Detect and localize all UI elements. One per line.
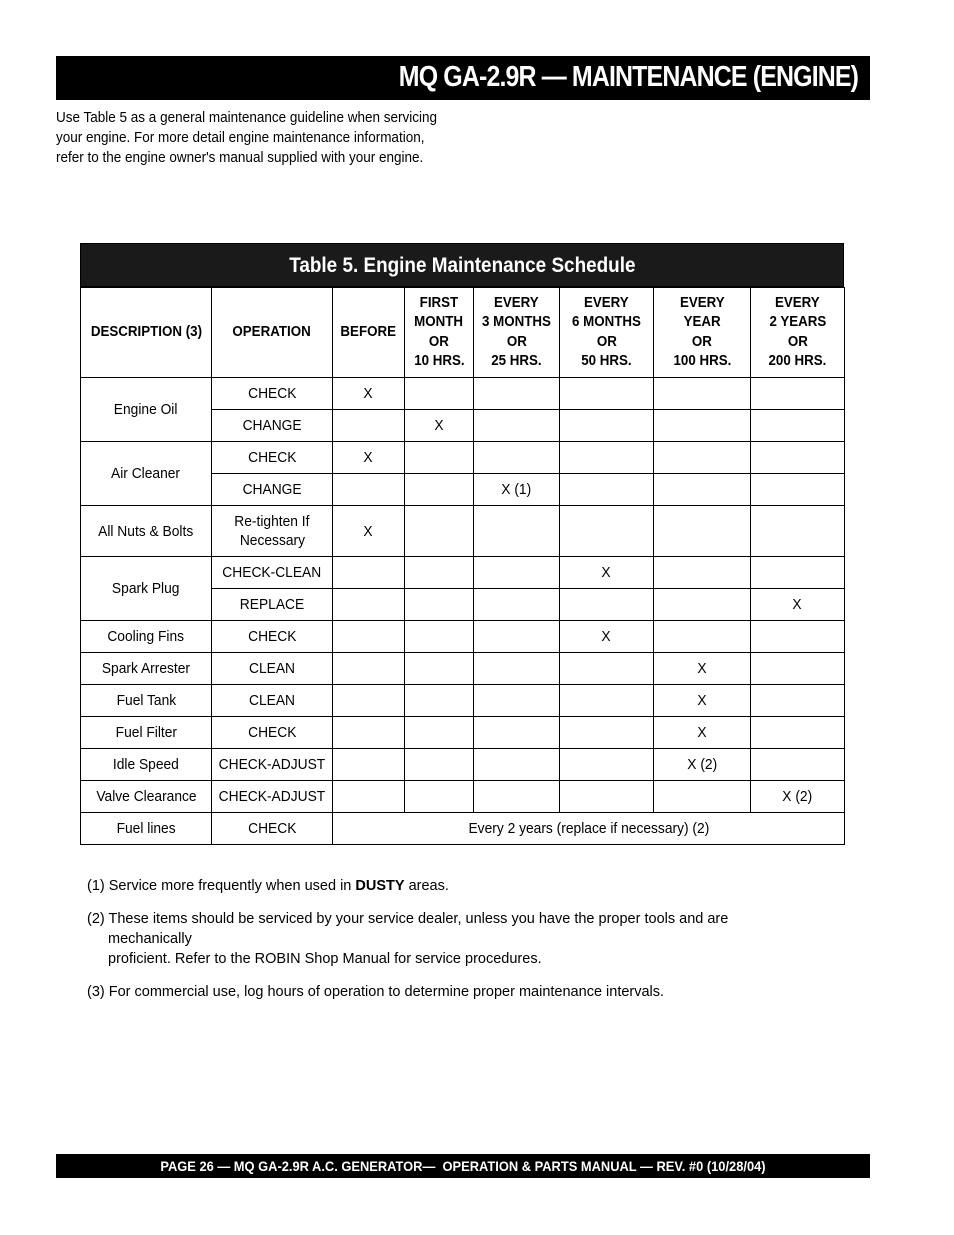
- schedule-mark-cell: [654, 378, 751, 410]
- schedule-mark-cell: [333, 474, 405, 506]
- cell-text: 3 MONTHS: [482, 314, 551, 330]
- cell-text: REPLACE: [239, 596, 305, 613]
- schedule-mark-cell: [474, 410, 560, 442]
- cell-text: CHECK: [247, 820, 297, 837]
- schedule-mark-cell: [654, 685, 751, 717]
- cell-text: X: [697, 660, 707, 677]
- schedule-mark-cell: [333, 749, 405, 781]
- cell-text: X: [792, 596, 803, 613]
- operation-cell: [212, 589, 333, 621]
- description-cell: [81, 621, 212, 653]
- schedule-mark-cell: [751, 474, 845, 506]
- cell-text: Necessary: [239, 532, 305, 549]
- cell-text: OR: [506, 333, 527, 350]
- schedule-mark-cell: [654, 442, 751, 474]
- schedule-mark-cell: [751, 442, 845, 474]
- operation-cell: [212, 557, 333, 589]
- schedule-mark-cell: [333, 781, 405, 813]
- schedule-mark-cell: [405, 474, 474, 506]
- table-caption-text: Table 5. Engine Maintenance Schedule: [288, 254, 636, 277]
- schedule-mark-cell: [474, 653, 560, 685]
- cell-text: OR: [596, 333, 617, 350]
- schedule-mark-cell: [654, 653, 751, 685]
- cell-text: 200 HRS.: [768, 353, 827, 369]
- schedule-mark-cell: [654, 506, 751, 557]
- schedule-mark-cell: [333, 557, 405, 589]
- cell-text: X: [697, 724, 707, 741]
- schedule-mark-cell: [474, 749, 560, 781]
- description-cell: [81, 442, 212, 506]
- schedule-mark-cell: [560, 506, 654, 557]
- table-row: [81, 813, 845, 845]
- table-row: [81, 685, 845, 717]
- schedule-mark-cell: [751, 749, 845, 781]
- schedule-mark-cell: [560, 442, 654, 474]
- column-header: [474, 288, 560, 378]
- schedule-mark-cell: [751, 506, 845, 557]
- cell-text: CHECK: [247, 724, 297, 741]
- cell-text: OR: [787, 333, 808, 350]
- cell-text: All Nuts & Bolts: [98, 522, 194, 540]
- schedule-mark-cell: [333, 378, 405, 410]
- schedule-mark-cell: [474, 781, 560, 813]
- cell-text: Every 2 years (replace if necessary) (2): [468, 820, 709, 837]
- cell-text: CLEAN: [248, 660, 296, 677]
- cell-text: Air Cleaner: [111, 465, 181, 482]
- table-row: [81, 717, 845, 749]
- cell-text: 6 MONTHS: [572, 314, 641, 330]
- description-cell: [81, 506, 212, 557]
- cell-text: EVERY: [584, 294, 629, 311]
- cell-text: OR: [428, 333, 450, 350]
- cell-text: 25 HRS.: [491, 353, 542, 369]
- cell-text: CHANGE: [242, 481, 302, 498]
- schedule-mark-cell: [474, 685, 560, 717]
- column-header: [654, 288, 751, 378]
- cell-text: X: [601, 564, 612, 581]
- schedule-mark-cell: [333, 685, 405, 717]
- schedule-mark-cell: [751, 685, 845, 717]
- description-cell: [81, 813, 212, 845]
- footnote-2: [87, 909, 807, 969]
- cell-text: Re-tighten If: [234, 513, 310, 530]
- schedule-mark-cell: [560, 621, 654, 653]
- schedule-mark-cell: [560, 653, 654, 685]
- intro-paragraph: [56, 108, 479, 168]
- schedule-mark-cell: [474, 589, 560, 621]
- schedule-mark-cell: [405, 506, 474, 557]
- cell-text: Valve Clearance: [95, 788, 197, 805]
- schedule-mark-cell: [333, 506, 405, 557]
- cell-text: X (2): [687, 756, 717, 773]
- intro-line: your engine. For more detail engine maintenance information,: [56, 129, 425, 146]
- schedule-mark-cell: [333, 410, 405, 442]
- schedule-mark-cell: [405, 410, 474, 442]
- intro-line: refer to the engine owner's manual supplied with your engine.: [56, 149, 424, 166]
- footnote-text: (1) Service more frequently when used in: [87, 878, 356, 894]
- schedule-mark-cell: [560, 410, 654, 442]
- description-cell: [81, 749, 212, 781]
- cell-text: Fuel Tank: [116, 692, 176, 709]
- cell-text: EVERY: [679, 294, 725, 311]
- cell-text: X: [697, 692, 707, 709]
- schedule-mark-cell: [751, 557, 845, 589]
- footnote-1: [87, 876, 807, 896]
- schedule-mark-cell: [333, 717, 405, 749]
- operation-cell: [212, 717, 333, 749]
- schedule-mark-cell: [405, 378, 474, 410]
- schedule-mark-cell: [560, 781, 654, 813]
- table-row: [81, 506, 845, 557]
- operation-cell: [212, 653, 333, 685]
- cell-text: CHECK: [247, 385, 297, 402]
- schedule-mark-cell: [654, 474, 751, 506]
- operation-cell: [212, 781, 333, 813]
- description-cell: [81, 717, 212, 749]
- maintenance-schedule-grid: [80, 287, 845, 845]
- schedule-mark-cell: [474, 506, 560, 557]
- page-title: MQ GA-2.9R — MAINTENANCE (ENGINE): [398, 61, 858, 93]
- schedule-mark-cell: [654, 749, 751, 781]
- cell-text: X: [363, 449, 374, 466]
- footnote-emphasis: DUSTY: [355, 878, 405, 894]
- description-cell: [81, 685, 212, 717]
- cell-text: CHANGE: [242, 417, 302, 434]
- maintenance-table: [80, 243, 844, 845]
- cell-text: Idle Speed: [112, 756, 179, 773]
- description-cell: [81, 378, 212, 442]
- table-row: [81, 653, 845, 685]
- cell-text: X (1): [501, 481, 532, 498]
- cell-text: Engine Oil: [114, 401, 178, 418]
- schedule-mark-cell: [405, 717, 474, 749]
- cell-text: 50 HRS.: [581, 353, 632, 369]
- cell-text: X: [363, 522, 374, 540]
- schedule-mark-cell: [751, 781, 845, 813]
- schedule-mark-cell: [474, 442, 560, 474]
- schedule-mark-cell: [654, 557, 751, 589]
- operation-cell: [212, 621, 333, 653]
- table-body: [81, 378, 845, 845]
- cell-text: X (2): [782, 788, 813, 805]
- schedule-mark-cell: [560, 589, 654, 621]
- schedule-mark-cell: [405, 557, 474, 589]
- cell-text: Fuel lines: [116, 820, 176, 837]
- description-cell: [81, 781, 212, 813]
- cell-text: Cooling Fins: [107, 628, 185, 645]
- cell-text: CHECK-ADJUST: [218, 756, 326, 773]
- footnote-text: areas.: [404, 878, 449, 894]
- cell-text: CLEAN: [248, 692, 296, 709]
- cell-text: Spark Arrester: [101, 660, 191, 677]
- table-row: [81, 557, 845, 589]
- interval-note-cell: [333, 813, 845, 845]
- cell-text: FIRST: [419, 294, 459, 311]
- footer-text: PAGE 26 — MQ GA-2.9R A.C. GENERATOR— OPERATION & PARTS MANUAL — REV. #0 (10/28/04): [160, 1158, 766, 1174]
- schedule-mark-cell: [405, 653, 474, 685]
- cell-text: BEFORE: [340, 323, 397, 340]
- schedule-mark-cell: [333, 589, 405, 621]
- schedule-mark-cell: [405, 621, 474, 653]
- cell-text: X: [434, 417, 444, 434]
- footnote-3: [87, 982, 807, 1002]
- schedule-mark-cell: [474, 474, 560, 506]
- cell-text: 2 YEARS: [769, 314, 826, 330]
- operation-cell: [212, 813, 333, 845]
- cell-text: EVERY: [494, 294, 539, 311]
- schedule-mark-cell: [654, 589, 751, 621]
- schedule-mark-cell: [560, 749, 654, 781]
- table-row: [81, 781, 845, 813]
- operation-cell: [212, 378, 333, 410]
- table-row: [81, 749, 845, 781]
- schedule-mark-cell: [654, 781, 751, 813]
- cell-text: EVERY: [775, 294, 820, 311]
- column-header: [560, 288, 654, 378]
- cell-text: Fuel Filter: [115, 724, 177, 741]
- schedule-mark-cell: [474, 621, 560, 653]
- cell-text: CHECK-CLEAN: [222, 564, 322, 581]
- table-row: [81, 378, 845, 410]
- cell-text: CHECK-ADJUST: [218, 788, 326, 805]
- cell-text: CHECK: [247, 628, 297, 645]
- cell-text: X: [601, 628, 612, 645]
- schedule-mark-cell: [560, 717, 654, 749]
- cell-text: Spark Plug: [112, 580, 180, 597]
- schedule-mark-cell: [751, 621, 845, 653]
- cell-text: YEAR: [683, 314, 721, 330]
- schedule-mark-cell: [751, 410, 845, 442]
- table-row: [81, 621, 845, 653]
- intro-line: Use Table 5 as a general maintenance guideline when servicing: [56, 109, 437, 126]
- schedule-mark-cell: [474, 378, 560, 410]
- schedule-mark-cell: [405, 442, 474, 474]
- cell-text: 100 HRS.: [673, 353, 731, 369]
- footnote-text: proficient. Refer to the ROBIN Shop Manual for service procedures.: [108, 951, 542, 967]
- page-footer: [56, 1154, 870, 1178]
- schedule-mark-cell: [405, 749, 474, 781]
- schedule-mark-cell: [333, 653, 405, 685]
- schedule-mark-cell: [560, 474, 654, 506]
- schedule-mark-cell: [654, 717, 751, 749]
- description-cell: [81, 557, 212, 621]
- schedule-mark-cell: [333, 621, 405, 653]
- schedule-mark-cell: [405, 685, 474, 717]
- column-header: [81, 288, 212, 378]
- schedule-mark-cell: [560, 557, 654, 589]
- schedule-mark-cell: [474, 557, 560, 589]
- operation-cell: [212, 506, 333, 557]
- schedule-mark-cell: [405, 781, 474, 813]
- schedule-mark-cell: [560, 378, 654, 410]
- table-row: [81, 442, 845, 474]
- cell-text: OR: [691, 333, 713, 350]
- schedule-mark-cell: [654, 410, 751, 442]
- operation-cell: [212, 474, 333, 506]
- operation-cell: [212, 749, 333, 781]
- schedule-mark-cell: [333, 442, 405, 474]
- table-header-row: [81, 288, 845, 378]
- column-header: [333, 288, 405, 378]
- table-caption: [80, 243, 844, 287]
- footnote-text: (2) These items should be serviced by your service dealer, unless you have the proper tools and are mechanically: [87, 911, 729, 947]
- operation-cell: [212, 685, 333, 717]
- column-header: [405, 288, 474, 378]
- schedule-mark-cell: [751, 589, 845, 621]
- schedule-mark-cell: [751, 653, 845, 685]
- schedule-mark-cell: [474, 717, 560, 749]
- cell-text: X: [363, 385, 374, 402]
- cell-text: 10 HRS.: [413, 353, 465, 369]
- schedule-mark-cell: [751, 717, 845, 749]
- operation-cell: [212, 410, 333, 442]
- schedule-mark-cell: [560, 685, 654, 717]
- cell-text: MONTH: [414, 314, 464, 330]
- column-header: [751, 288, 845, 378]
- description-cell: [81, 653, 212, 685]
- footnote-text: (3) For commercial use, log hours of operation to determine proper maintenance intervals.: [87, 984, 665, 1000]
- cell-text: OPERATION: [232, 323, 312, 340]
- cell-text: DESCRIPTION (3): [90, 323, 202, 340]
- footnotes: [87, 876, 807, 1015]
- column-header: [212, 288, 333, 378]
- page-title-bar: [56, 56, 870, 100]
- schedule-mark-cell: [751, 378, 845, 410]
- operation-cell: [212, 442, 333, 474]
- cell-text: CHECK: [247, 449, 297, 466]
- schedule-mark-cell: [654, 621, 751, 653]
- schedule-mark-cell: [405, 589, 474, 621]
